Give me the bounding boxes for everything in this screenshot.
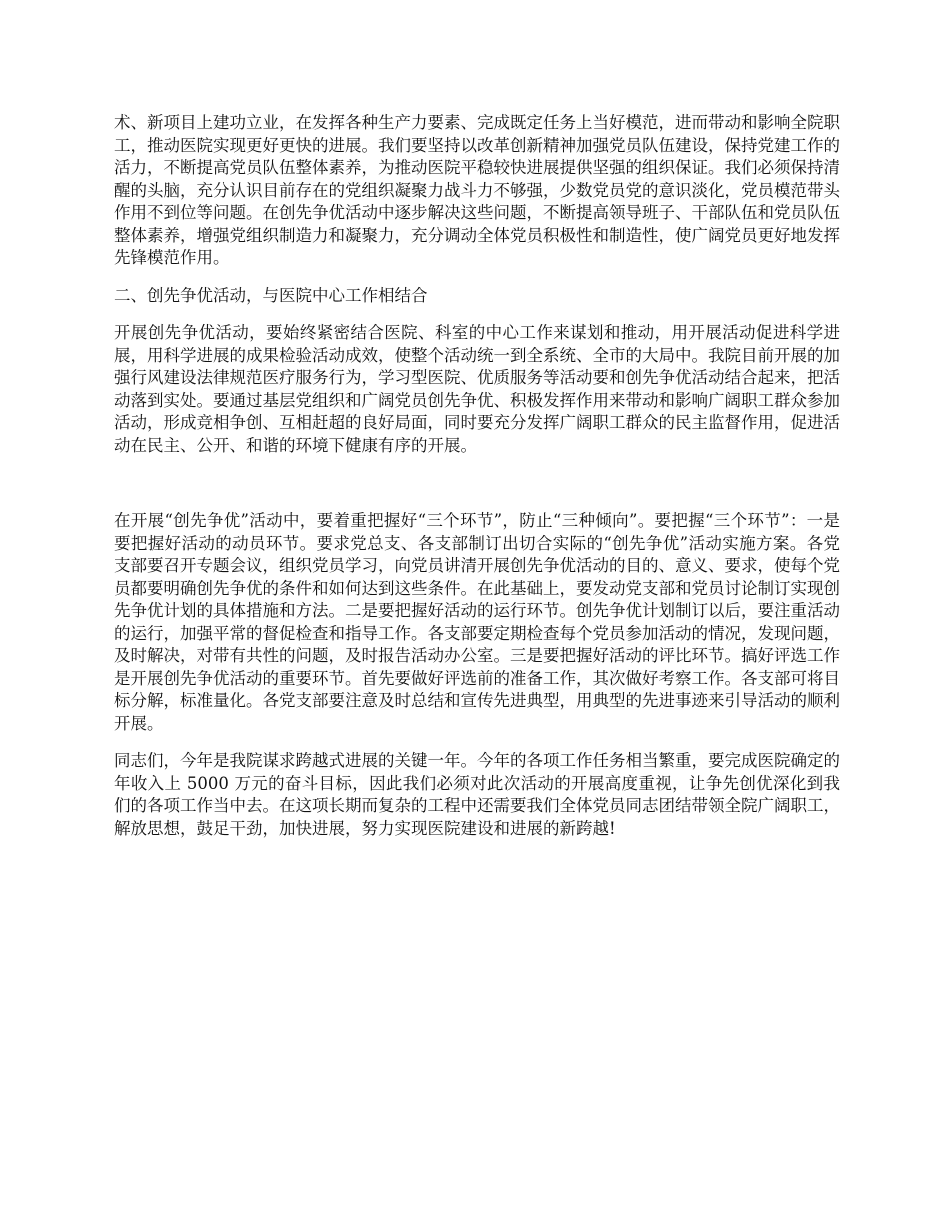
paragraph-three-links: 在开展“创先争优”活动中，要着重把握好“三个环节”，防止“三种倾向”。要把握“三个环节”：一是要把握好活动的动员环节。要求党总支、各支部制订出切合实际的“创先争优”活动实施方案。各党支部要召开专题会议，组织党员学习，向党员讲清开展创先争优活动的目的、意义、要求，使每个党员都要明确创先争优的条件和如何达到这些条件。在此基础上，要发动党支部和党员讨论制订实现创先争优计划的具体措施和方法。二是要把握好活动的运行环节。创先争优计划制订以后，要注重活动的运行，加强平常的督促检查和指导工作。各支部要定期检查每个党员参加活动的情况，发现问题，及时解决，对带有共性的问题，及时报告活动办公室。三是要把握好活动的评比环节。搞好评选工作是开展创先争优活动的重要环节。首先要做好评选前的准备工作，其次做好考察工作。各支部可将目标分解，标准量化。各党支部要注意及时总结和宣传先进典型，用典型的先进事迹来引导活动的顺利开展。 <box>114 511 840 733</box>
paragraph-center-work: 开展创先争优活动，要始终紧密结合医院、科室的中心工作来谋划和推动，用开展活动促进科学进展，用科学进展的成果检验活动成效，使整个活动统一到全系统、全市的大局中。我院目前开展的加强行风建设法律规范医疗服务行为，学习型医院、优质服务等活动要和创先争优活动结合起来，把活动落到实处。要通过基层党组织和广阔党员创先争优、积极发挥作用来带动和影响广阔职工群众参加活动，形成竞相争创、互相赶超的良好局面，同时要充分发挥广阔职工群众的民主监督作用，促进活动在民主、公开、和谐的环境下健康有序的开展。 <box>114 323 840 455</box>
section-heading-2: 二、创先争优活动，与医院中心工作相结合 <box>114 285 428 305</box>
paragraph-party-building: 术、新项目上建功立业，在发挥各种生产力要素、完成既定任务上当好模范，进而带动和影响全院职工，推动医院实现更好更快的进展。我们要坚持以改革创新精神加强党员队伍建设，保持党建工作的活力，不断提高党员队伍整体素养，为推动医院平稳较快进展提供坚强的组织保证。我们必须保持清醒的头脑，充分认识目前存在的党组织凝聚力战斗力不够强，少数党员党的意识淡化，党员模范带头作用不到位等问题。在创先争优活动中逐步解决这些问题，不断提高领导班子、干部队伍和党员队伍整体素养，增强党组织制造力和凝聚力，充分调动全体党员积极性和制造性，使广阔党员更好地发挥先锋模范作用。 <box>114 113 840 267</box>
document-body <box>114 112 840 855</box>
paragraph-closing: 同志们，今年是我院谋求跨越式进展的关键一年。今年的各项工作任务相当繁重，要完成医院确定的年收入上 5000 万元的奋斗目标，因此我们必须对此次活动的开展高度重视，让争先创优深化到我们的各项工作当中去。在这项长期而复杂的工程中还需要我们全体党员同志团结带领全院广阔职工，解放思想，鼓足干劲，加快进展，努力实现医院建设和进展的新跨越! <box>114 751 840 838</box>
blank-gap <box>114 472 840 510</box>
